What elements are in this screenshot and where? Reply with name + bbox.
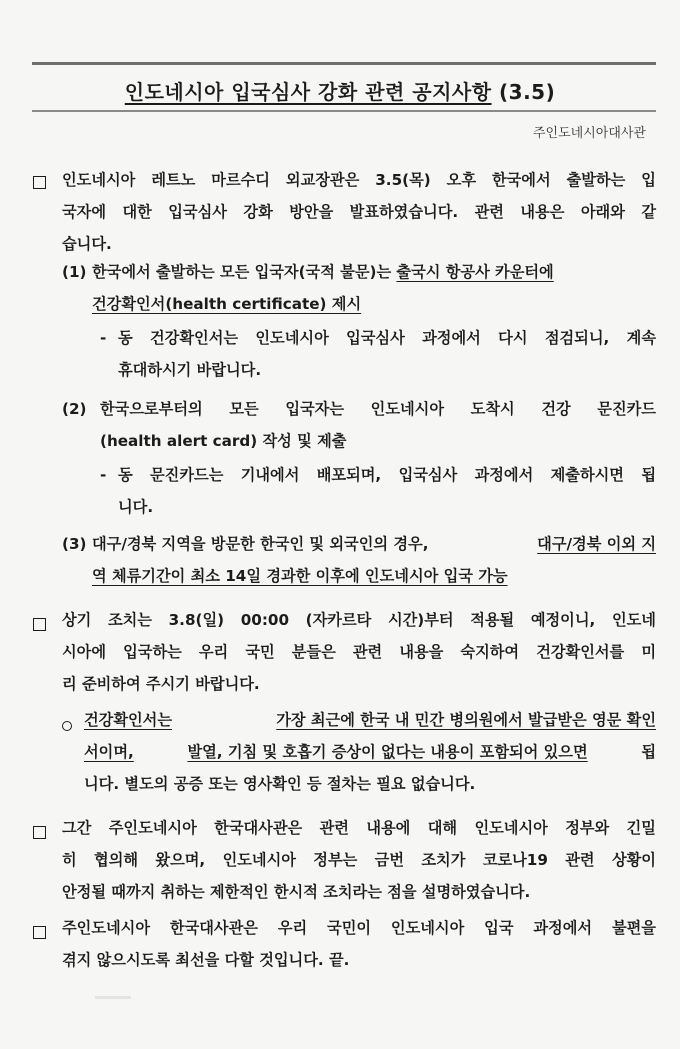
item-2-line-2: (health alert card) 작성 및 제출 [100,432,347,450]
item-2-note-line-1: 동 문진카드는 기내에서 배포되며, 입국심사 과정에서 제출하시면 됩 [118,466,656,484]
section-2-line-1: 상기 조치는 3.8(일) 00:00 (자카르타 시간)부터 적용될 예정이니, 인도네 [62,611,656,629]
section-1-line-1: 인도네시아 레트노 마르수디 외교장관은 3.5(목) 오후 한국에서 출발하는 입 [62,171,656,189]
square-bullet-icon [33,174,46,193]
square-bullet-icon [33,924,46,943]
item-3-line-2 [92,560,656,592]
certificate-note-end: 됩 [641,743,656,761]
section-1 [62,164,656,260]
circle-bullet-icon [62,716,72,735]
title-date: (3.5) [499,80,556,104]
item-2-note [118,459,656,523]
section-3 [62,812,656,908]
item-2-line-1: 한국으로부터의 모든 입국자는 인도네시아 도착시 건강 문진카드 [100,400,656,418]
page-title [0,76,680,105]
certificate-note-line-2 [84,736,656,768]
item-3-number: (3) [62,535,87,553]
section-1-line-3: 습니다. [62,235,112,253]
item-1-note-line-2: 휴대하시기 바랍니다. [118,361,262,379]
section-3-line-2: 히 협의해 왔으며, 인도네시아 정부는 금번 조치가 코로나19 관련 상황이 [62,851,656,869]
certificate-note-line-3: 니다. 별도의 공증 또는 영사확인 등 절차는 필요 없습니다. [84,775,476,793]
square-bullet-icon [33,616,46,635]
item-3-underlined-2: 역 체류기간이 최소 14일 경과한 이후에 인도네시아 입국 가능 [92,567,508,585]
title-rule [32,110,656,112]
item-3-line-1 [92,528,656,560]
square-bullet-icon [33,824,46,843]
section-4 [62,912,656,976]
item-1-note [118,322,656,386]
scan-smudge [95,996,131,999]
item-2-number: (2) [62,400,87,418]
item-1-note-line-1: 동 건강확인서는 인도네시아 입국심사 과정에서 다시 점검되니, 계속 [118,329,656,347]
item-1-text: 한국에서 출발하는 모든 입국자(국적 불문)는 [92,263,392,281]
dash-bullet-2: - [100,466,107,484]
item-2-note-line-2: 니다. [118,498,154,516]
section-3-line-3: 안정될 때까지 취하는 제한적인 한시적 조치라는 점을 설명하였습니다. [62,883,531,901]
section-2-line-3: 리 준비하여 주시기 바랍니다. [62,675,260,693]
item-3-text: 대구/경북 지역을 방문한 한국인 및 외국인의 경우, [92,535,429,553]
certificate-note-underlined-3: 서이며, [84,743,134,761]
item-1-line-2 [92,288,656,320]
item-1-underlined: 출국시 항공사 카운터에 [396,263,554,281]
sender-label: 주인도네시아대사관 [532,126,646,141]
item-3-underlined: 대구/경북 이외 지 [537,535,656,553]
certificate-note-line-1 [84,704,656,736]
top-rule [32,62,656,65]
item-1-number: (1) [62,263,87,281]
certificate-note-underlined-4: 발열, 기침 및 호흡기 증상이 없다는 내용이 포함되어 있으면 [187,743,588,761]
item-1 [92,256,656,320]
section-2 [62,604,656,700]
item-1-line-1 [92,256,656,288]
item-1-underlined-2: 건강확인서(health certificate) 제시 [92,295,362,313]
section-3-line-1: 그간 주인도네시아 한국대사관은 관련 내용에 대해 인도네시아 정부와 긴밀 [62,819,656,837]
item-2 [100,393,656,457]
title-main: 인도네시아 입국심사 강화 관련 공지사항 [124,80,492,104]
certificate-note-underlined-1: 건강확인서는 [84,711,173,729]
section-2-line-2: 시아에 입국하는 우리 국민 분들은 관련 내용을 숙지하여 건강확인서를 미 [62,643,656,661]
section-1-line-2: 국자에 대한 입국심사 강화 방안을 발표하였습니다. 관련 내용은 아래와 같 [62,203,656,221]
certificate-note-underlined-2: 가장 최근에 한국 내 민간 병의원에서 발급받은 영문 확인 [276,711,656,729]
section-4-line-1: 주인도네시아 한국대사관은 우리 국민이 인도네시아 입국 과정에서 불편을 [62,919,656,937]
certificate-note [84,704,656,800]
section-4-line-2: 겪지 않으시도록 최선을 다할 것입니다. 끝. [62,951,350,969]
dash-bullet-1: - [100,329,107,347]
item-3 [92,528,656,592]
